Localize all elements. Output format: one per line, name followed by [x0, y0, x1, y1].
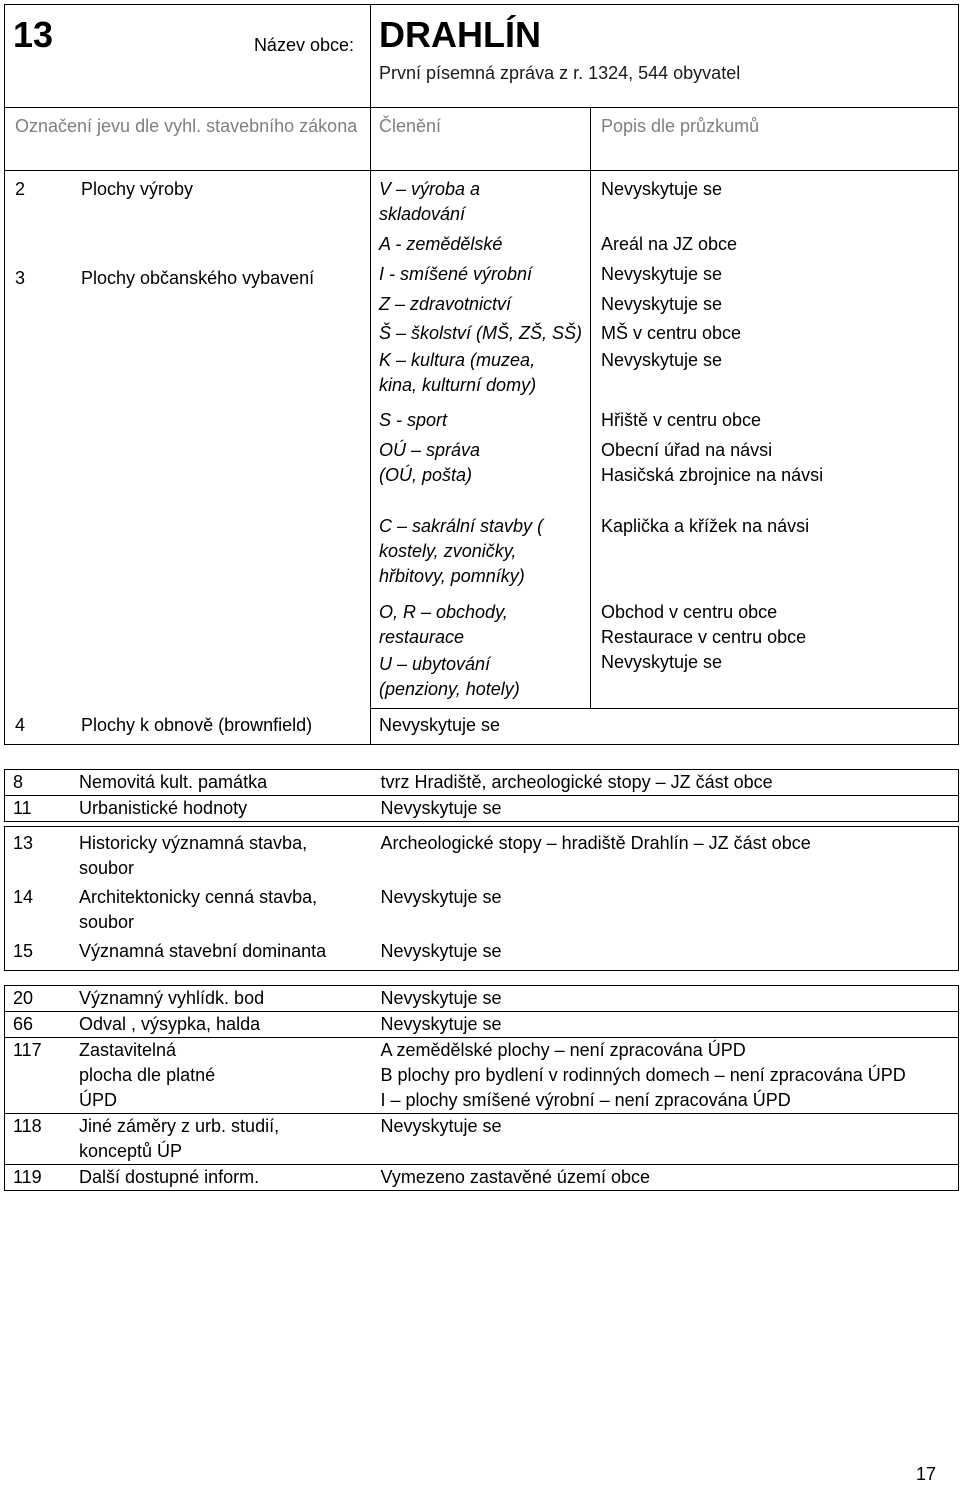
row-label: Významný vyhlídk. bod — [79, 988, 265, 1008]
row-num: 3 — [15, 268, 26, 288]
row-num: 15 — [13, 941, 34, 961]
row-3 — [5, 266, 370, 291]
row-value: Nevyskytuje se — [371, 881, 959, 935]
row-20 — [5, 986, 959, 1012]
brownfield-row — [5, 709, 959, 745]
row-num: 118 — [13, 1116, 42, 1136]
header-row — [5, 5, 959, 108]
desc-c: Kaplička a křížek na návsi — [601, 516, 810, 536]
main-table — [4, 4, 959, 745]
column-header-1: Označení jevu dle vyhl. stavebního zákona — [5, 108, 371, 171]
row-num: 14 — [13, 887, 34, 907]
row-label: Plochy k obnově (brownfield) — [81, 714, 313, 735]
row-num: 2 — [15, 179, 26, 199]
row-label: Urbanistické hodnoty — [79, 798, 248, 818]
row-2 — [5, 177, 370, 202]
sub-c: C – sakrální stavby ( kostely, zvoničky, hřbitovy, pomníky) — [379, 516, 544, 586]
table-section2 — [4, 769, 959, 822]
row-label: Zastavitelná plocha dle platné ÚPD — [79, 1040, 216, 1110]
municipality-number: 13 — [13, 14, 54, 55]
row-value: Nevyskytuje se — [371, 935, 959, 971]
desc-a: Areál na JZ obce — [601, 234, 738, 254]
row-8 — [5, 770, 959, 796]
row-label: Jiné záměry z urb. studií, konceptů ÚP — [79, 1116, 280, 1161]
row-118 — [5, 1114, 959, 1165]
sub-sport: S - sport — [379, 410, 448, 430]
desc-or-2: Restaurace v centru obce — [601, 627, 807, 647]
row-value-1: A zemědělské plochy – není zpracována ÚPD — [380, 1040, 746, 1060]
row-value: Nevyskytuje se — [371, 986, 959, 1012]
row-label: Další dostupné inform. — [79, 1167, 260, 1187]
column-header-row — [5, 108, 959, 171]
brownfield-value: Nevyskytuje se — [371, 709, 959, 745]
row-value: Vymezeno zastavěné území obce — [371, 1165, 959, 1191]
desc-u: Nevyskytuje se — [601, 652, 723, 672]
name-label: Název obce: — [253, 35, 354, 55]
row-66 — [5, 1012, 959, 1038]
desc-ou-2: Hasičská zbrojnice na návsi — [601, 465, 824, 485]
row-11 — [5, 796, 959, 822]
row-num: 117 — [13, 1040, 42, 1060]
desc-k: Nevyskytuje se — [601, 350, 723, 370]
desc-z: Nevyskytuje se — [601, 294, 723, 314]
row-label: Plochy výroby — [81, 179, 194, 199]
municipality-name: DRAHLÍN — [379, 14, 541, 55]
row-119 — [5, 1165, 959, 1191]
row-value-3: I – plochy smíšené výrobní – není zpracována ÚPD — [380, 1090, 791, 1110]
row-15 — [5, 935, 959, 971]
row-value: Nevyskytuje se — [371, 796, 959, 822]
row-num: 119 — [13, 1167, 42, 1187]
row-num: 20 — [13, 988, 34, 1008]
row-value: Nevyskytuje se — [371, 1114, 959, 1165]
section1-row — [5, 171, 959, 709]
row-value: tvrz Hradiště, archeologické stopy – JZ část obce — [371, 770, 959, 796]
row-label: Plochy občanského vybavení — [81, 268, 315, 288]
document-sheet — [4, 4, 958, 1191]
sub-a: A - zemědělské — [379, 234, 503, 254]
row-label: Významná stavební dominanta — [79, 941, 327, 961]
sub-i: I - smíšené výrobní — [379, 264, 533, 284]
sub-ou: OÚ – správa (OÚ, pošta) — [379, 440, 481, 485]
desc-sport: Hřiště v centru obce — [601, 410, 762, 430]
column-header-3: Popis dle průzkumů — [591, 108, 959, 171]
row-label: Historicky významná stavba, soubor — [79, 833, 308, 878]
sub-or: O, R – obchody, restaurace — [379, 602, 508, 647]
row-value: Archeologické stopy – hradiště Drahlín – JZ část obce — [371, 827, 959, 882]
row-label: Nemovitá kult. památka — [79, 772, 268, 792]
sub-u: U – ubytování (penziony, hotely) — [379, 654, 520, 699]
column-header-2: Členění — [371, 108, 591, 171]
desc-ou: Obecní úřad na návsi — [601, 440, 773, 460]
row-value: Nevyskytuje se — [371, 1012, 959, 1038]
row-label: Architektonicky cenná stavba, soubor — [79, 887, 318, 932]
row-num: 66 — [13, 1014, 34, 1034]
page-number: 17 — [915, 1464, 936, 1484]
sub-k: K – kultura (muzea, kina, kulturní domy) — [379, 350, 537, 395]
row-num: 4 — [15, 714, 26, 735]
desc-v: Nevyskytuje se — [601, 179, 723, 199]
row-13 — [5, 827, 959, 882]
row-num: 11 — [13, 798, 32, 818]
row-value-2: B plochy pro bydlení v rodinných domech – není zpracována ÚPD — [380, 1065, 906, 1085]
row-num: 8 — [13, 772, 24, 792]
table-section3 — [4, 826, 959, 971]
municipality-subtitle: První písemná zpráva z r. 1324, 544 obyvatel — [379, 63, 741, 83]
desc-s: MŠ v centru obce — [601, 323, 742, 343]
sub-s: Š – školství (MŠ, ZŠ, SŠ) — [379, 323, 583, 343]
sub-z: Z – zdravotnictví — [379, 294, 512, 314]
table-section4 — [4, 985, 959, 1191]
sub-v: V – výroba a skladování — [379, 179, 481, 224]
row-num: 13 — [13, 833, 34, 853]
row-14 — [5, 881, 959, 935]
desc-i: Nevyskytuje se — [601, 264, 723, 284]
row-label: Odval , výsypka, halda — [79, 1014, 261, 1034]
desc-or: Obchod v centru obce — [601, 602, 778, 622]
row-117 — [5, 1038, 959, 1114]
